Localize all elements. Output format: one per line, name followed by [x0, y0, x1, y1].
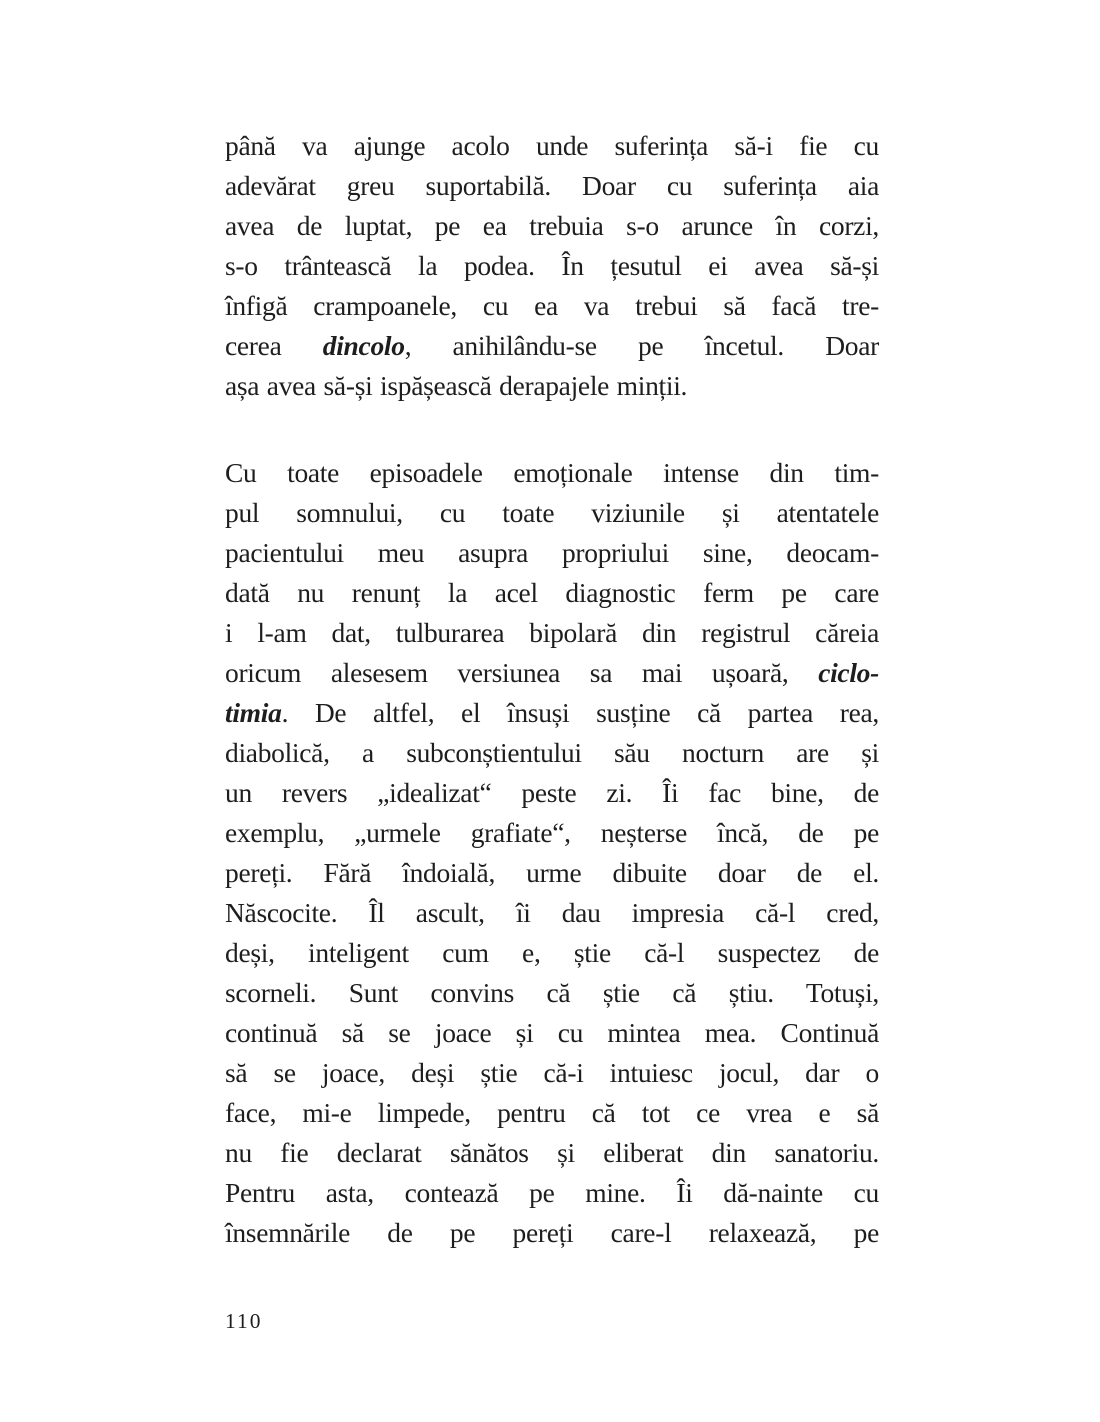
text-line — [225, 166, 879, 206]
body-text: scorneli. Sunt convins că știe că știu. Totuși, — [225, 977, 879, 1008]
paragraph — [225, 453, 879, 1253]
emphasized-text: ciclo- — [818, 657, 879, 688]
text-line — [225, 533, 879, 573]
body-text: până va ajunge acolo unde suferința să-i fie cu — [225, 130, 879, 161]
text-line — [225, 773, 879, 813]
body-text: însemnările de pe pereți care-l relaxează, pe — [225, 1217, 879, 1248]
text-line — [225, 613, 879, 653]
body-text: pul somnului, cu toate viziunile și atentatele — [225, 497, 879, 528]
text-line — [225, 573, 879, 613]
body-text: Născocite. Îl ascult, îi dau impresia că-l cred, — [225, 897, 879, 928]
body-text: adevărat greu suportabilă. Doar cu suferința aia — [225, 170, 879, 201]
text-line — [225, 653, 879, 693]
body-text: pacientului meu asupra propriului sine, deocam- — [225, 537, 879, 568]
text-line — [225, 933, 879, 973]
body-text: s-o trântească la podea. În țesutul ei avea să-și — [225, 250, 879, 281]
page-footer — [225, 1308, 262, 1334]
text-line — [225, 1213, 879, 1253]
text-line — [225, 1133, 879, 1173]
body-text: Cu toate episoadele emoționale intense din tim- — [225, 457, 879, 488]
text-line — [225, 853, 879, 893]
body-text: înfigă crampoanele, cu ea va trebui să facă tre- — [225, 290, 879, 321]
text-line — [225, 126, 879, 166]
text-line — [225, 366, 879, 406]
text-line — [225, 1053, 879, 1093]
text-line — [225, 1173, 879, 1213]
body-text: exemplu, „urmele grafiate“, neșterse încă, de pe — [225, 817, 879, 848]
emphasized-text: dincolo — [322, 330, 405, 361]
body-text: avea de luptat, pe ea trebuia s-o arunce în corzi, — [225, 210, 879, 241]
text-line — [225, 973, 879, 1013]
text-line — [225, 893, 879, 933]
text-line — [225, 286, 879, 326]
text-line — [225, 493, 879, 533]
body-text: dată nu renunț la acel diagnostic ferm pe care — [225, 577, 879, 608]
body-text: face, mi-e limpede, pentru că tot ce vrea e să — [225, 1097, 879, 1128]
text-line — [225, 326, 879, 366]
body-text: continuă să se joace și cu mintea mea. Continuă — [225, 1017, 879, 1048]
paragraph — [225, 126, 879, 406]
body-text: . De altfel, el însuși susține că partea rea, — [281, 697, 879, 728]
text-line — [225, 813, 879, 853]
body-text: i l-am dat, tulburarea bipolară din registrul căreia — [225, 617, 879, 648]
body-text: așa avea să-și ispășească derapajele minții. — [225, 370, 688, 401]
body-text: un revers „idealizat“ peste zi. Îi fac bine, de — [225, 777, 879, 808]
body-text: , anihilându-se pe încetul. Doar — [404, 330, 879, 361]
text-line — [225, 1013, 879, 1053]
body-text: oricum alesesem versiunea sa mai ușoară, — [225, 657, 819, 688]
body-text: pereți. Fără îndoială, urme dibuite doar de el. — [225, 857, 879, 888]
body-text: diabolică, a subconștientului său nocturn are și — [225, 737, 879, 768]
text-line — [225, 733, 879, 773]
body-text: deși, inteligent cum e, știe că-l suspectez de — [225, 937, 879, 968]
page-number: 110 — [225, 1309, 263, 1333]
text-line — [225, 1093, 879, 1133]
text-line — [225, 693, 879, 733]
text-line — [225, 453, 879, 493]
page-text-block — [225, 126, 879, 1253]
body-text: Pentru asta, contează pe mine. Îi dă-nainte cu — [225, 1177, 879, 1208]
emphasized-text: timia — [225, 697, 282, 728]
body-text: să se joace, deși știe că-i intuiesc jocul, dar o — [225, 1057, 879, 1088]
text-line — [225, 246, 879, 286]
body-text: cerea — [225, 330, 323, 361]
text-line — [225, 206, 879, 246]
body-text: nu fie declarat sănătos și eliberat din sanatoriu. — [225, 1137, 879, 1168]
